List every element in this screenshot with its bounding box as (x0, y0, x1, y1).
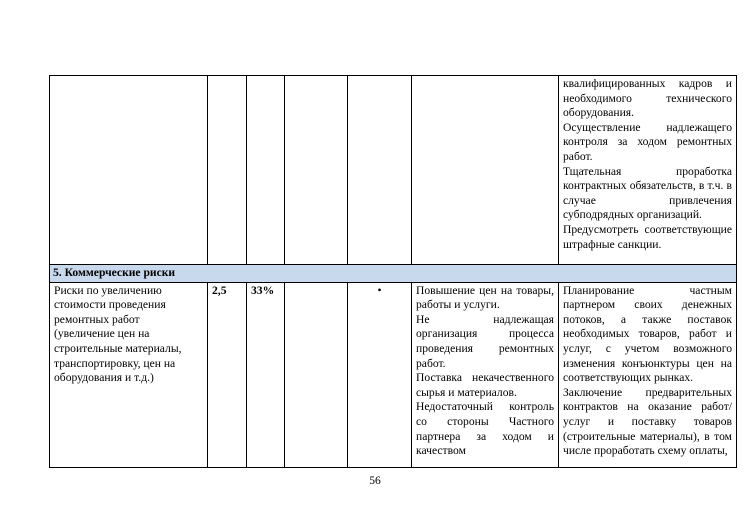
score-cell: 2,5 (208, 282, 247, 467)
empty-cell (285, 76, 348, 265)
risk-description-cell (50, 282, 208, 467)
marker-cell: • (348, 282, 412, 467)
risk-table (49, 75, 737, 468)
factors-text: Повышение цен на товары, работы и услуги. Не надлежащая организация процесса проведения ремонтных работ. Поставка некачественного сырья и материалов. Недостаточный контроль со стороны Частного партнера за ходом и качеством (416, 283, 554, 458)
factors-cell (412, 282, 559, 467)
section-header-row (50, 265, 737, 283)
measures-text: квалифицированных кадров и необходимого технического оборудования. Осуществление надлежащего контроля за ходом ремонтных работ. Тщательная проработка контрактных обязательств, в т.ч. в случае привлечения субподрядных организаций. Предусмотреть соответствующие штрафные санкции. (563, 77, 732, 251)
empty-cell (285, 282, 348, 467)
risk-description: Риски по увеличению стоимости проведения ремонтных работ (увеличение цен на строительные материалы, транспортировку, цен на оборудования и т.д.) (54, 283, 182, 385)
marker-cell (348, 76, 412, 265)
table-row-continued (50, 76, 737, 265)
measures-text: Планирование частным партнером своих денежных потоков, а также поставок необходимых товаров, работ и услуг, с учетом возможного изменения конъюнктуры цен на соответствующих рынках. Заключение предварительных контрактов на оказание работ/услуг и поставку товаров (строительные материалы), в том числе проработать схему оплаты, (563, 283, 732, 458)
factors-cell (412, 76, 559, 265)
score-cell (208, 76, 247, 265)
measures-cell (559, 282, 737, 467)
percent-cell: 33% (247, 282, 285, 467)
risk-description-cell (50, 76, 208, 265)
section-header: 5. Коммерческие риски (50, 265, 737, 283)
page-number: 56 (369, 475, 381, 487)
percent-cell (247, 76, 285, 265)
measures-cell (559, 76, 737, 265)
table-row-commercial-risk (50, 282, 737, 467)
